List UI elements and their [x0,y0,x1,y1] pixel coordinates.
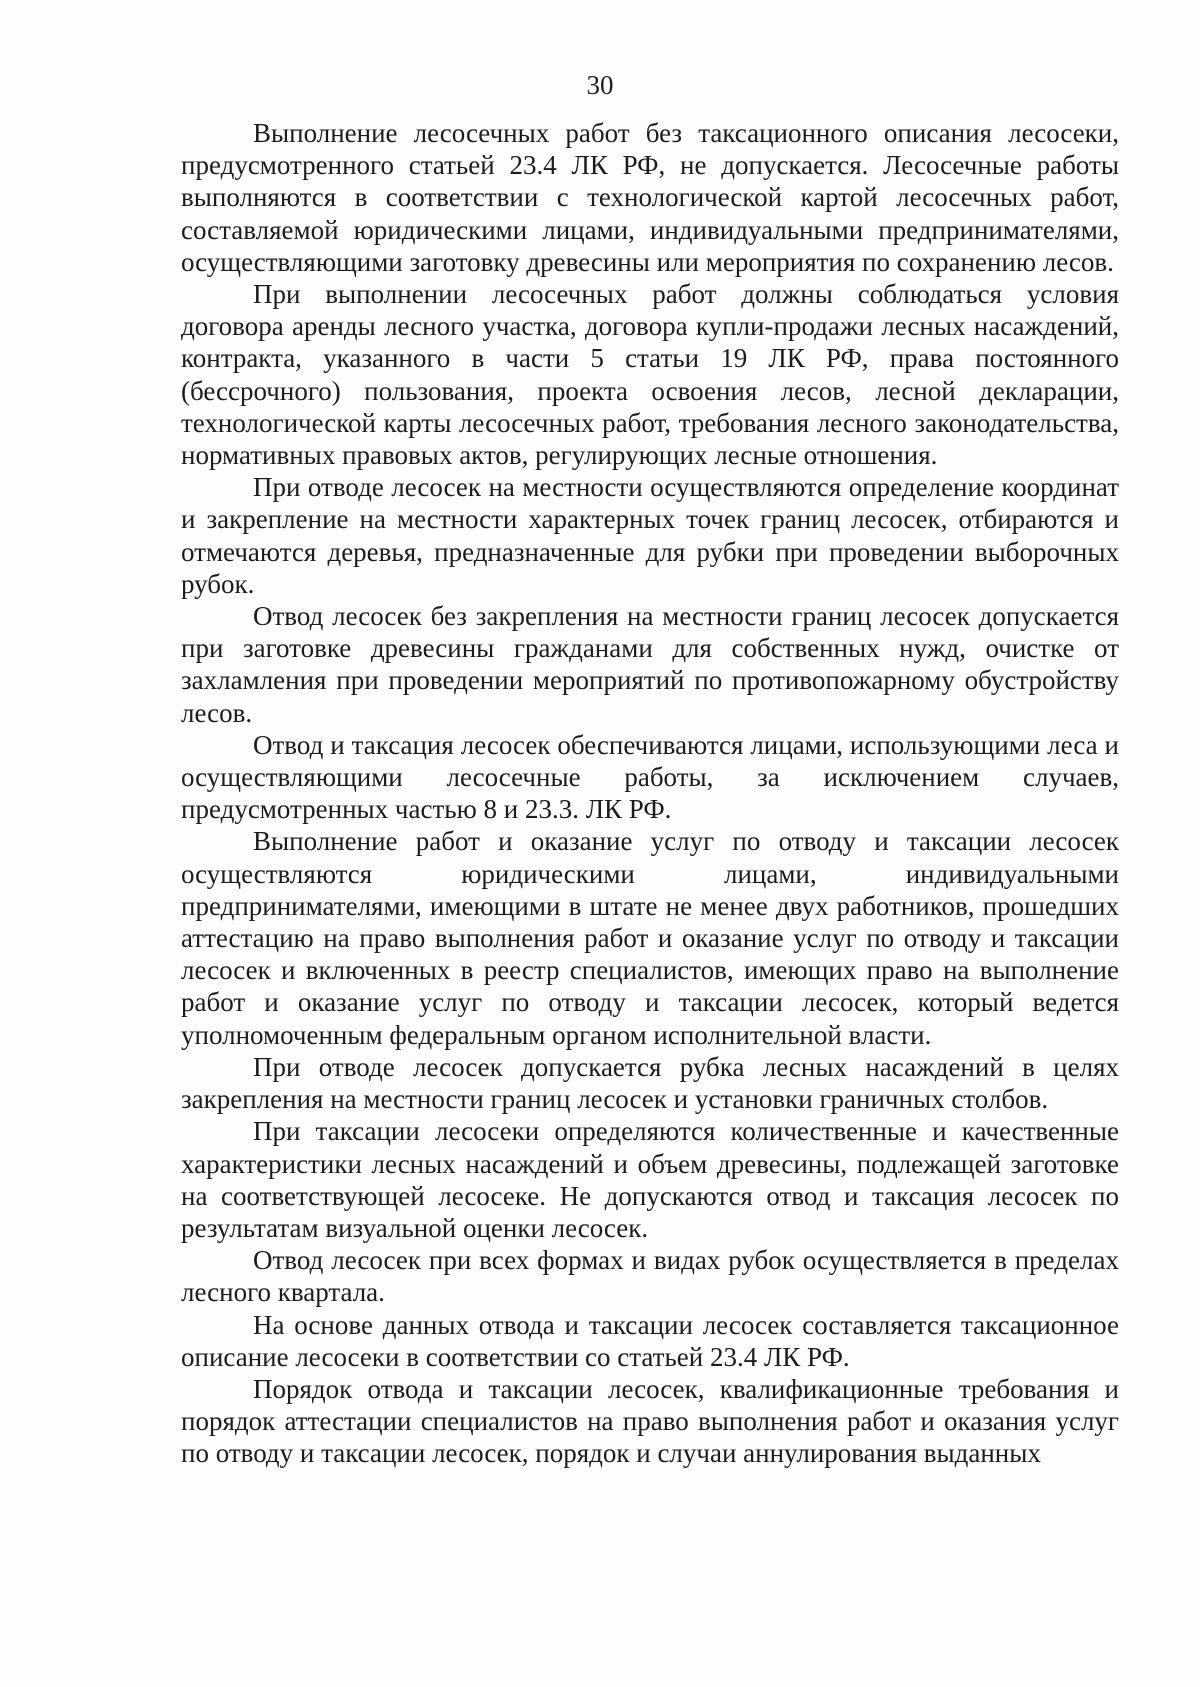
paragraph-4: Отвод лесосек без закрепления на местности границ лесосек допускается при заготовке древесины гражданами для собственных нужд, очистке от захламления при проведении мероприятий по противопожарному обустройству лесов. [181,601,1119,728]
paragraph-9: Отвод лесосек при всех формах и видах рубок осуществляется в пределах лесного квартала. [181,1245,1119,1308]
paragraph-11: Порядок отвода и таксации лесосек, квалификационные требования и порядок аттестации специалистов на право выполнения работ и оказания услуг по отводу и таксации лесосек, порядок и случаи аннулирования выданных [181,1373,1119,1469]
paragraph-5: Отвод и таксация лесосек обеспечиваются лицами, использующими леса и осуществляющими лесосечные работы, за исключением случаев, предусмотренных частью 8 и 23.3. ЛК РФ. [181,729,1119,825]
paragraph-6: Выполнение работ и оказание услуг по отводу и таксации лесосек осуществляются юридическими лицами, индивидуальными предпринимателями, имеющими в штате не менее двух работников, прошедших аттестацию на право выполнения работ и оказание услуг по отводу и таксации лесосек и включенных в реестр специалистов, имеющих право на выполнение работ и оказание услуг по отводу и таксации лесосек, который ведется уполномоченным федеральным органом исполнительной власти. [181,826,1119,1050]
paragraph-10: На основе данных отвода и таксации лесосек составляется таксационное описание лесосеки в соответствии со статьей 23.4 ЛК РФ. [181,1309,1119,1372]
paragraph-2: При выполнении лесосечных работ должны соблюдаться условия договора аренды лесного участка, договора купли-продажи лесных насаждений, контракта, указанного в части 5 статьи 19 ЛК РФ, права постоянного (бессрочного) пользования, проекта освоения лесов, лесной декларации, технологической карты лесосечных работ, требования лесного законодательства, нормативных правовых актов, регулирующих лесные отношения. [181,279,1119,471]
paragraph-8: При таксации лесосеки определяются количественные и качественные характеристики лесных насаждений и объем древесины, подлежащей заготовке на соответствующей лесосеке. Не допускаются отвод и таксация лесосек по результатам визуальной оценки лесосек. [181,1116,1119,1243]
paragraph-3: При отводе лесосек на местности осуществляются определение координат и закрепление на местности характерных точек границ лесосек, отбираются и отмечаются деревья, предназначенные для рубки при проведении выборочных рубок. [181,472,1119,599]
paragraph-7: При отводе лесосек допускается рубка лесных насаждений в целях закрепления на местности границ лесосек и установки граничных столбов. [181,1051,1119,1115]
paragraph-1: Выполнение лесосечных работ без таксационного описания лесосеки, предусмотренного статьей 23.4 ЛК РФ, не допускается. Лесосечные работы выполняются в соответствии с технологической картой лесосечных работ, составляемой юридическими лицами, индивидуальными предпринимателями, осуществляющими заготовку древесины или мероприятия по сохранению лесов. [181,118,1119,277]
page-number: 30 [586,70,614,100]
body-text [181,117,1119,1470]
